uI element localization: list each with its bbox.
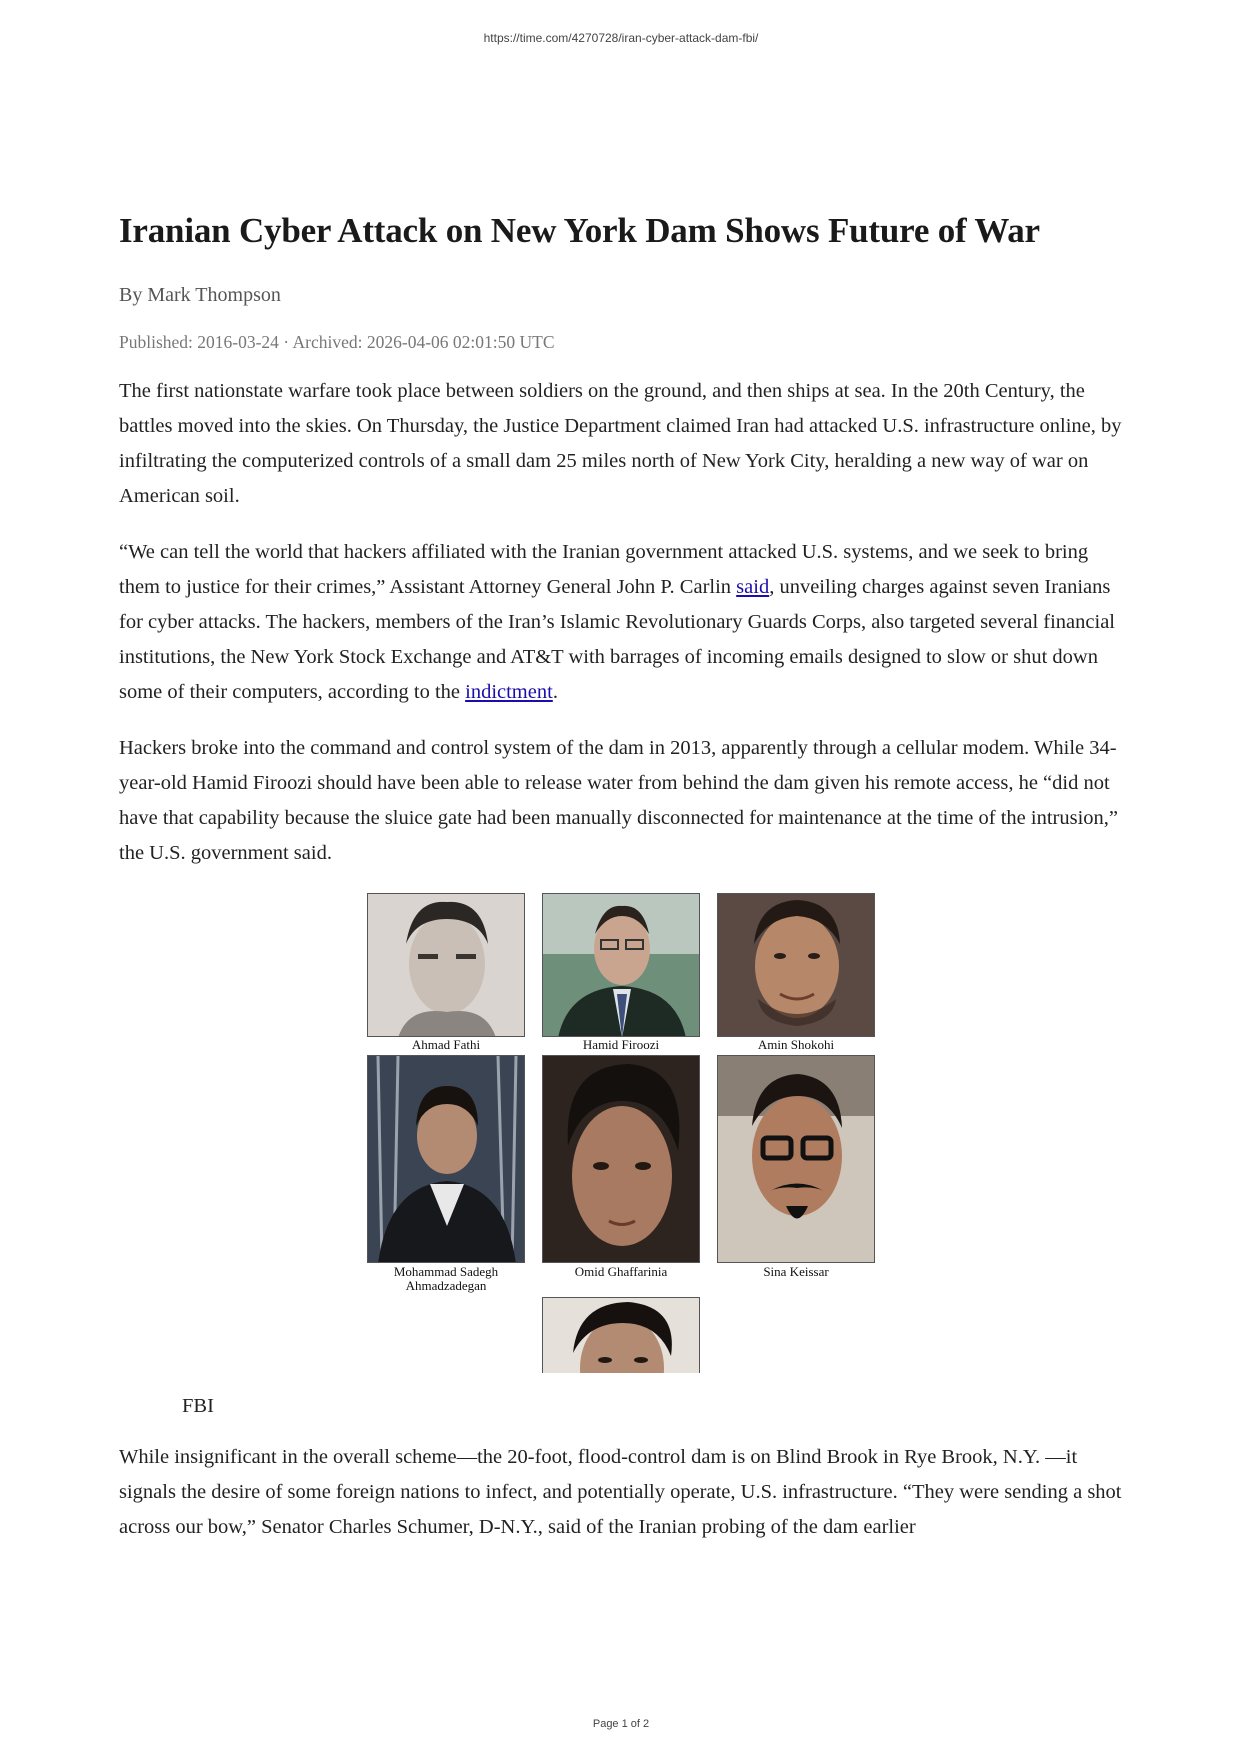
portrait-image [543, 894, 700, 1037]
portrait-image [718, 894, 875, 1037]
indictment-link[interactable]: indictment [465, 681, 553, 703]
suspect-photo [542, 1055, 700, 1263]
page-number: Page 1 of 2 [592, 1718, 650, 1730]
portrait-image [543, 1056, 700, 1263]
paragraph-2-text-b: , unveiling charges against seven Iranians for cyber attacks. The hackers, members of the Iran’s Islamic Revolutionary Guards Corps, also targeted several financial institutions, the New York Stock Exchange and AT&T with barrages of incoming emails designed to slow or shut down some of their computers, according to the [119, 576, 1115, 703]
suspect-photo [367, 893, 525, 1037]
suspects-photo-grid [119, 893, 1129, 1373]
portrait-image [718, 1056, 875, 1263]
suspect-photo [717, 893, 875, 1037]
said-link[interactable]: said [736, 576, 770, 598]
publish-meta: Published: 2016-03-24 · Archived: 2026-04-06 02:01:50 UTC [119, 332, 555, 352]
paragraph-1: The first nationstate warfare took place between soldiers on the ground, and then ships at sea. In the 20th Century, the battles moved into the skies. On Thursday, the Justice Department claimed Iran had attacked U.S. infrastructure online, by infiltrating the computerized controls of a small dam 25 miles north of New York City, heralding a new way of war on American soil. [119, 380, 1122, 507]
suspect-name: Amin Shokohi [757, 1037, 835, 1052]
suspect-photo [542, 893, 700, 1037]
suspect-name: Mohammad Sadegh Ahmadzadegan [393, 1264, 499, 1293]
paragraph-4: While insignificant in the overall scheme—the 20-foot, flood-control dam is on Blind Brook in Rye Brook, N.Y. —it signals the desire of some foreign nations to infect, and potentially operate, U.S. infrastructure. “They were sending a shot across our bow,” Senator Charles Schumer, D-N.Y., said of the Iranian probing of the dam earlier [119, 1446, 1122, 1538]
portrait-image [368, 1056, 525, 1263]
suspect-photo [717, 1055, 875, 1263]
suspect-photo [367, 1055, 525, 1263]
byline: By Mark Thompson [119, 284, 281, 306]
suspect-name: Ahmad Fathi [411, 1037, 481, 1052]
article [119, 210, 1129, 1545]
portrait-image [543, 1298, 700, 1373]
paragraph-2-text-a: “We can tell the world that hackers affiliated with the Iranian government attacked U.S. systems, and we seek to bring them to justice for their crimes,” Assistant Attorney General John P. Carlin [119, 541, 1089, 598]
page-url: https://time.com/4270728/iran-cyber-attack-dam-fbi/ [483, 31, 759, 45]
suspect-name: Omid Ghaffarinia [574, 1264, 668, 1279]
article-title: Iranian Cyber Attack on New York Dam Shows Future of War [119, 211, 1040, 250]
paragraph-2 [119, 535, 1129, 710]
paragraph-2-text-c: . [552, 681, 558, 703]
suspect-name: Sina Keissar [763, 1264, 829, 1279]
paragraph-3: Hackers broke into the command and control system of the dam in 2013, apparently through a cellular modem. While 34-year-old Hamid Firoozi should have been able to release water from behind the dam given his remote access, he “did not have that capability because the sluice gate had been manually disconnected for maintenance at the time of the intrusion,” the U.S. government said. [119, 737, 1118, 864]
portrait-image [368, 894, 525, 1037]
image-caption: FBI [182, 1395, 214, 1417]
suspect-name: Hamid Firoozi [582, 1037, 660, 1052]
suspect-photo [542, 1297, 700, 1373]
